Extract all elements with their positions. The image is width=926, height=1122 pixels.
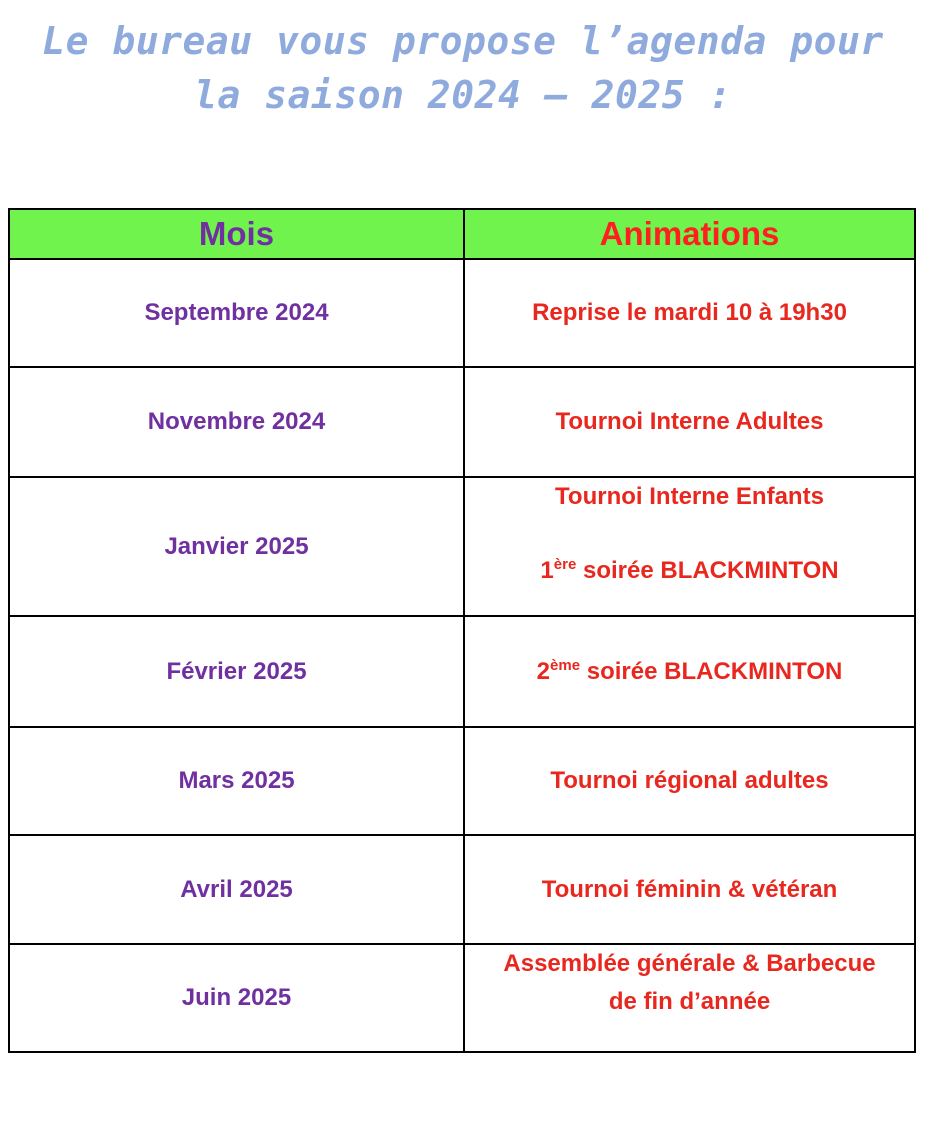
animation-line: Assemblée générale & Barbecue [503, 950, 876, 977]
header-animations: Animations [464, 209, 915, 259]
animation-cell [464, 944, 915, 1052]
month-cell: Février 2025 [9, 616, 464, 727]
table-row [9, 727, 915, 835]
animation-line: de fin d’année [608, 988, 771, 1015]
animation-line [471, 552, 908, 590]
animation-cell: Reprise le mardi 10 à 19h30 [464, 259, 915, 367]
title-line-2: la saison 2024 – 2025 : [194, 73, 732, 117]
table-row [9, 835, 915, 944]
animation-line: Tournoi Interne Enfants [555, 483, 824, 510]
table-row [9, 477, 915, 616]
animation-cell: Tournoi Interne Adultes [464, 367, 915, 477]
table-header-row [9, 209, 915, 259]
table-row [9, 259, 915, 367]
ordinal-number: 1 [540, 557, 554, 584]
month-cell: Mars 2025 [9, 727, 464, 835]
ordinal-number: 2 [536, 657, 551, 685]
animation-text: soirée BLACKMINTON [580, 657, 843, 685]
table-row [9, 367, 915, 477]
table-row [9, 944, 915, 1052]
month-cell: Novembre 2024 [9, 367, 464, 477]
animation-cell: Tournoi féminin & vétéran [464, 835, 915, 944]
ordinal-suffix: ème [550, 656, 581, 674]
page-title [0, 14, 926, 122]
animation-cell [464, 477, 915, 616]
month-cell: Janvier 2025 [9, 477, 464, 616]
month-cell: Juin 2025 [9, 944, 464, 1052]
animation-text: soirée BLACKMINTON [576, 557, 839, 584]
animation-cell: Tournoi régional adultes [464, 727, 915, 835]
title-line-1: Le bureau vous propose l’agenda pour [42, 19, 884, 63]
month-cell: Septembre 2024 [9, 259, 464, 367]
agenda-table [8, 208, 916, 1053]
header-mois: Mois [9, 209, 464, 259]
table-row [9, 616, 915, 727]
animation-cell [464, 616, 915, 727]
month-cell: Avril 2025 [9, 835, 464, 944]
ordinal-suffix: ère [553, 556, 577, 573]
